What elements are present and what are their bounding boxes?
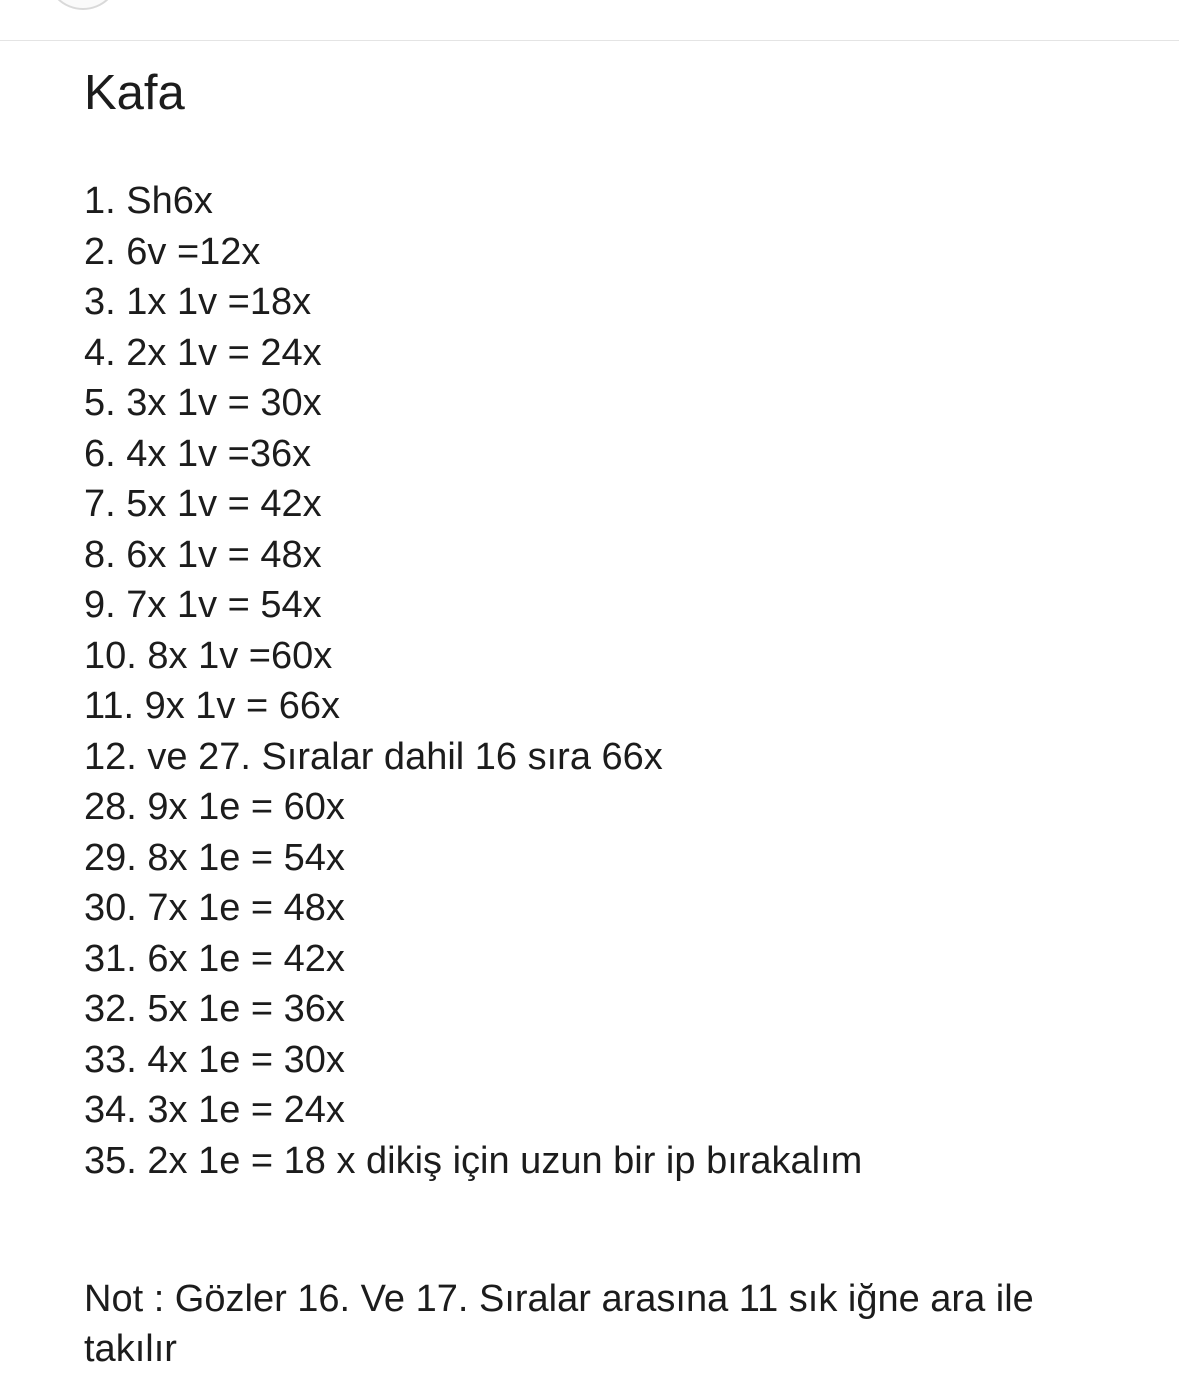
pattern-row: 8. 6x 1v = 48x <box>84 533 322 576</box>
pattern-row: 12. ve 27. Sıralar dahil 16 sıra 66x <box>84 735 663 778</box>
page-title: Kafa <box>84 66 185 120</box>
pattern-row: 2. 6v =12x <box>84 230 261 273</box>
pattern-row: 33. 4x 1e = 30x <box>84 1038 345 1081</box>
pattern-row: 11. 9x 1v = 66x <box>84 685 340 727</box>
pattern-row: 29. 8x 1e = 54x <box>84 836 345 879</box>
document-content <box>84 62 1144 1370</box>
pattern-row: 32. 5x 1e = 36x <box>84 988 345 1030</box>
note-text: Not : Gözler 16. Ve 17. Sıralar arasına 11 sık iğne ara ile takılır <box>84 1278 1034 1370</box>
pattern-row: 10. 8x 1v =60x <box>84 634 333 677</box>
pattern-row: 1. Sh6x <box>84 180 213 222</box>
pattern-row: 35. 2x 1e = 18 x dikiş için uzun bir ip bırakalım <box>84 1139 863 1182</box>
pattern-row: 3. 1x 1v =18x <box>84 281 312 323</box>
pattern-row: 5. 3x 1v = 30x <box>84 382 322 424</box>
pattern-row: 9. 7x 1v = 54x <box>84 584 322 626</box>
avatar[interactable] <box>46 0 120 10</box>
pattern-row: 6. 4x 1v =36x <box>84 432 312 475</box>
pattern-row: 7. 5x 1v = 42x <box>84 483 322 525</box>
pattern-row: 28. 9x 1e = 60x <box>84 786 345 828</box>
pattern-row: 4. 2x 1v = 24x <box>84 331 322 374</box>
pattern-row: 30. 7x 1e = 48x <box>84 887 345 929</box>
top-bar <box>0 0 1179 41</box>
pattern-row: 34. 3x 1e = 24x <box>84 1089 345 1131</box>
pattern-row: 31. 6x 1e = 42x <box>84 937 345 980</box>
pattern-rows-list <box>84 176 862 1186</box>
